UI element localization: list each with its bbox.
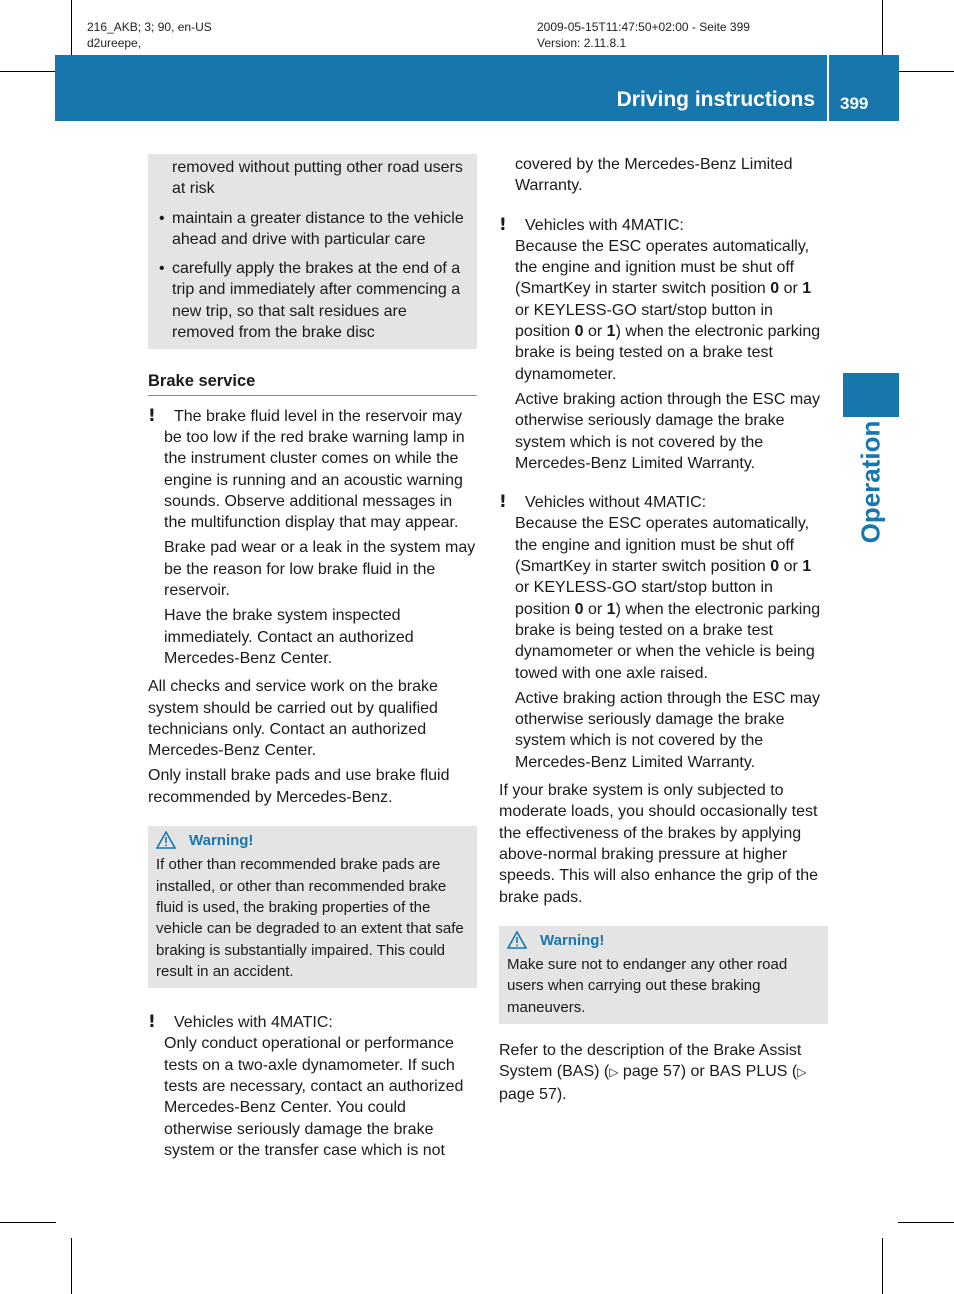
page-number: 399 — [840, 94, 869, 113]
crop-mark — [898, 1222, 954, 1223]
crop-mark — [71, 1238, 72, 1294]
exclamation-icon: ! — [148, 405, 156, 426]
page-ref-arrow-icon[interactable]: ▷ — [797, 1065, 807, 1080]
print-meta-left: 216_AKB; 3; 90, en-US d2ureepe, — [87, 20, 212, 50]
list-item: • carefully apply the brakes at the end of a trip and immediately after commencing a new trip, so that salt residues are removed from the brake disc — [172, 258, 469, 343]
crop-mark — [882, 1238, 883, 1294]
warning-triangle-icon — [156, 831, 176, 849]
print-meta-right: 2009-05-15T11:47:50+02:00 - Seite 399 Version: 2.11.8.1 — [537, 20, 750, 50]
right-column — [499, 154, 828, 1105]
notice-block — [499, 215, 828, 475]
notice-block — [148, 1012, 477, 1161]
warning-box — [148, 826, 477, 988]
section-title: Driving instructions — [616, 88, 815, 111]
crop-mark — [898, 71, 954, 72]
warning-box — [499, 926, 828, 1024]
page-reference: Refer to the description of the Brake Assist System (BAS) (▷ page 57) or BAS PLUS (▷ page 57). — [499, 1041, 807, 1103]
paragraph: If your brake system is only subjected to moderate loads, you should occasionally test the effectiveness of the brakes by applying above-normal braking pressure at higher speeds. This will also enhance the grip of the brake pads. — [499, 782, 819, 906]
exclamation-icon: ! — [499, 492, 507, 513]
notice-title: Vehicles without 4MATIC: — [525, 494, 707, 512]
warning-title: Warning! — [507, 930, 820, 951]
notice-text: Active braking action through the ESC may otherwise seriously damage the brake system which is not covered by the Mercedes-Benz Limited Warranty. — [515, 689, 821, 771]
list-item: removed without putting other road users at risk — [172, 159, 463, 198]
warning-triangle-icon — [507, 931, 527, 949]
notice-text: Active braking action through the ESC may otherwise seriously damage the brake system which is not covered by the Mercedes-Benz Limited Warranty. — [515, 390, 821, 472]
warning-text: If other than recommended brake pads are installed, or other than recommended brake fluid is used, the braking properties of the vehicle can be degraded to an extent that safe braking is substantially impaired. This could result in an accident. — [156, 856, 464, 980]
exclamation-icon: ! — [148, 1012, 156, 1033]
crop-mark — [0, 71, 56, 72]
tips-box — [148, 154, 477, 349]
notice-text: Brake pad wear or a leak in the system may be the reason for low brake fluid in the reservoir. — [164, 539, 476, 600]
crop-mark — [0, 1222, 56, 1223]
notice-text: Because the ESC operates automatically, the engine and ignition must be shut off (SmartKey in starter switch position 0 or 1 or KEYLESS-GO start/stop button in position 0 or 1) when the electronic parking brake is being tested on a brake test dynamometer. — [515, 237, 821, 383]
notice-text: The brake fluid level in the reservoir may be too low if the red brake warning lamp in the instrument cluster comes on while the engine is running and an acoustic warning sounds. Observe additional messages in the multifunction display that may appear. — [164, 407, 465, 532]
exclamation-icon: ! — [499, 214, 507, 235]
notice-text: Only conduct operational or performance tests on a two-axle dynamometer. If such tests are necessary, contact an authorized Mercedes-Benz Center. You could otherwise seriously damage the brake system or the transfer case which is not — [164, 1035, 464, 1159]
crop-mark — [71, 0, 72, 56]
side-tab — [843, 373, 899, 417]
crop-mark — [882, 0, 883, 56]
paragraph: Only install brake pads and use brake fluid recommended by Mercedes-Benz. — [148, 767, 450, 806]
warning-title: Warning! — [156, 830, 469, 851]
section-heading: Brake service — [148, 371, 477, 395]
notice-block — [148, 406, 477, 670]
paragraph: All checks and service work on the brake system should be carried out by qualified technicians only. Contact an authorized Mercedes-Benz Center. — [148, 678, 438, 760]
left-column — [148, 154, 477, 1161]
page-ref-arrow-icon[interactable]: ▷ — [609, 1065, 619, 1080]
notice-text: Have the brake system inspected immediately. Contact an authorized Mercedes-Benz Center. — [164, 607, 414, 667]
list-item: • maintain a greater distance to the vehicle ahead and drive with particular care — [172, 208, 469, 251]
header-separator — [827, 55, 829, 121]
notice-title: Vehicles with 4MATIC: — [525, 216, 684, 234]
warning-text: Make sure not to endanger any other road users when carrying out these braking maneuvers. — [507, 956, 788, 1016]
notice-block — [499, 492, 828, 773]
notice-title: Vehicles with 4MATIC: — [174, 1014, 333, 1032]
paragraph: covered by the Mercedes-Benz Limited Warranty. — [515, 156, 793, 195]
notice-text: Because the ESC operates automatically, the engine and ignition must be shut off (SmartKey in starter switch position 0 or 1 or KEYLESS-GO start/stop button in position 0 or 1) when the electronic parking brake is being tested on a brake test dynamometer or when the vehicle is being towed with one axle raised. — [515, 515, 821, 682]
side-tab-label: Operation — [855, 420, 886, 544]
